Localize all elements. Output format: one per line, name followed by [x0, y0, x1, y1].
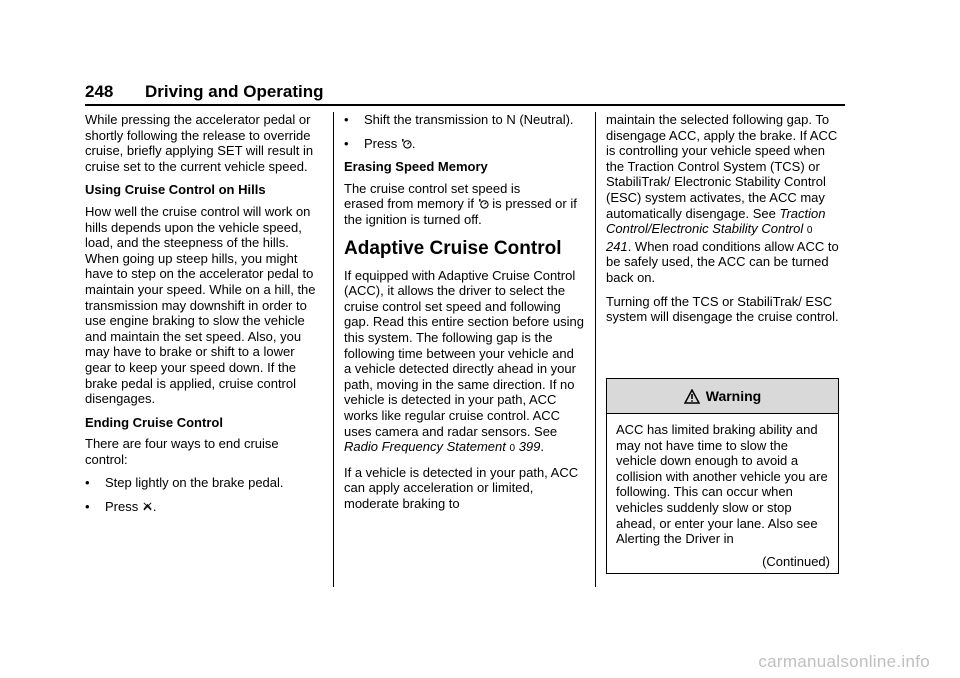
column-1	[85, 112, 323, 523]
cancel-cruise-icon	[142, 501, 153, 512]
paragraph-ending: There are four ways to end cruise control:	[85, 436, 279, 467]
watermark: carmanualsonline.info	[758, 652, 930, 671]
bullet-marker: •	[85, 499, 90, 515]
bullet-marker: •	[344, 135, 349, 151]
paragraph-hills: How well the cruise control will work on hills depends upon the vehicle speed, load, and the steepness of the hills. When going up steep hills, you might have to step on the accelerator pedal to maintain your speed. While on a hill, the transmission may downshift in order to use engine braking to slow the vehicle and maintain the set speed. Also, you may have to brake or shift to a lower gear to keep your speed down. If the brake pedal is applied, cruise control disengages.	[85, 203, 316, 407]
ref-link-traction-control[interactable]: Traction Control/Electronic Stability Control	[606, 205, 826, 237]
ref-arrow-icon: 0	[509, 443, 516, 455]
column-3	[606, 112, 841, 333]
column-divider-1	[333, 112, 334, 587]
bullet-text: Shift the transmission to N (Neutral).	[364, 112, 574, 127]
bullet-marker: •	[85, 475, 90, 491]
ref-arrow-icon: 0	[806, 225, 813, 237]
warning-header	[607, 379, 838, 414]
paragraph-erasing: The cruise control set speed is erased from memory if is pressed or if the ignition is turned off.	[344, 180, 577, 227]
cruise-on-off-icon	[401, 138, 412, 149]
page-header	[85, 82, 845, 106]
warning-triangle-icon	[684, 389, 700, 404]
paragraph-acc: If equipped with Adaptive Cruise Control (ACC), it allows the driver to select the cruise control set speed and following gap. Read this entire section before using this system. The following gap is the following time between your vehicle and a vehicle detected directly ahead in your path, moving in the same direction. If no vehicle is detected in your path, ACC works like regular cruise control. ACC uses camera and radar sensors. See Radio Frequency Statement 0 399.	[344, 267, 584, 455]
ref-page-radio[interactable]: 399	[518, 439, 541, 455]
column-2	[344, 112, 584, 519]
paragraph-resume-set: While pressing the accelerator pedal or shortly following the release to override cruise, briefly applying SET will result in cruise set to the current vehicle speed.	[85, 112, 314, 174]
list-item	[85, 475, 323, 491]
warning-body: ACC has limited braking ability and may not have time to slow the vehicle down enough to avoid a collision with another vehicle you are following. This can occur when vehicles suddenly slow or stop ahead, or enter your lane. Also see Alerting the Driver in	[616, 422, 828, 547]
continued-label: (Continued)	[762, 554, 830, 569]
ref-link-radio[interactable]: Radio Frequency Statement	[344, 439, 506, 455]
column-divider-2	[595, 112, 596, 587]
list-item: • Press .	[344, 135, 416, 151]
paragraph-vehicle-detected: If a vehicle is detected in your path, ACC can apply acceleration or limited, moderate braking to	[344, 464, 579, 511]
subheading-hills: Using Cruise Control on Hills	[85, 182, 266, 198]
bullet-marker: •	[344, 112, 349, 127]
cruise-on-off-icon	[478, 198, 489, 209]
bullet-text: Press	[105, 499, 139, 515]
page-number: 248	[85, 82, 114, 101]
subheading-ending: Ending Cruise Control	[85, 414, 223, 430]
heading-adaptive-cruise: Adaptive Cruise Control	[344, 237, 562, 259]
warning-title: Warning	[705, 388, 762, 404]
header-rule	[85, 104, 845, 106]
subheading-erasing: Erasing Speed Memory	[344, 159, 488, 175]
bullet-text: Step lightly on the brake pedal.	[105, 475, 284, 491]
list-item: • Press .	[85, 499, 157, 515]
ref-page-traction[interactable]: 241	[606, 238, 628, 254]
paragraph-following-gap: maintain the selected following gap. To disengage ACC, apply the brake. If ACC is controlling your vehicle speed when the Traction Control System (TCS) or StabiliTrak/ Electronic Stability Control (ESC) system activates, the ACC may automatically disengage. See Traction Control/Electronic Stability Control 0 241. When road conditions allow ACC to be safely used, the ACC can be turned back on.	[606, 112, 839, 285]
list-item	[344, 112, 584, 128]
paragraph-tcs-off: Turning off the TCS or StabiliTrak/ ESC system will disengage the cruise control.	[606, 293, 839, 325]
warning-box	[606, 378, 839, 574]
section-title: Driving and Operating	[145, 82, 324, 101]
